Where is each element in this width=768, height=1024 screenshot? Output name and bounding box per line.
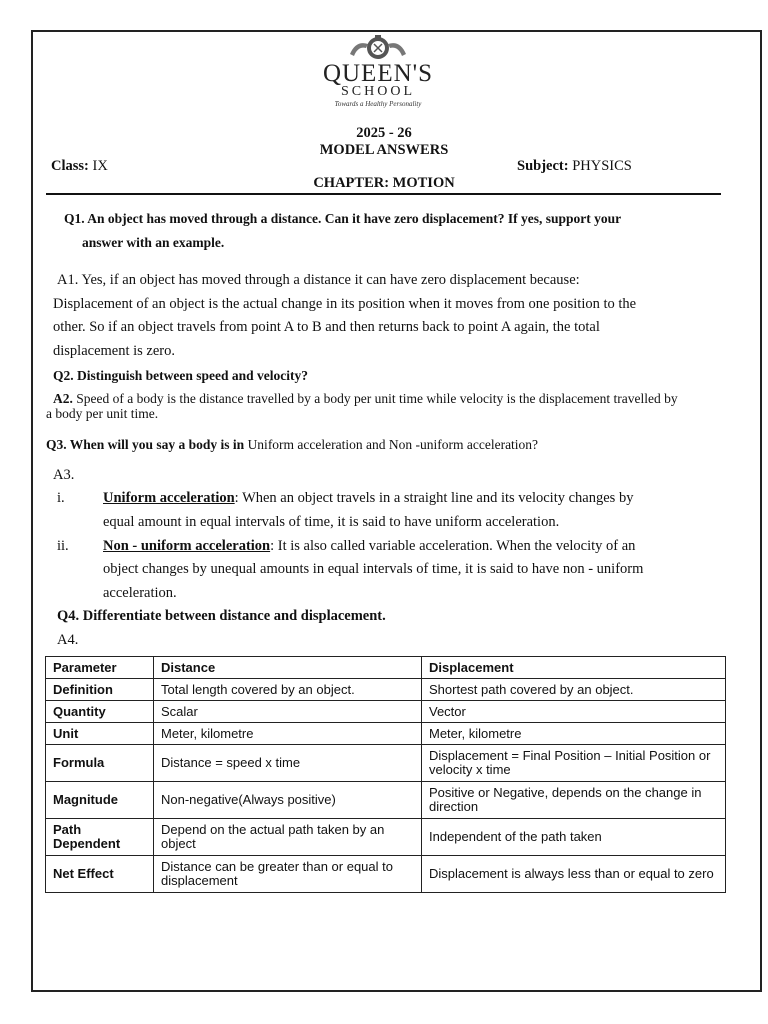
a2-text-2: a body per unit time.	[46, 406, 159, 421]
a4-label: A4.	[57, 632, 79, 648]
row-distance: Distance = speed x time	[154, 745, 422, 782]
table-header-row	[46, 657, 726, 679]
logo-name: QUEEN'S	[322, 60, 434, 87]
row-displacement: Shortest path covered by an object.	[422, 679, 726, 701]
a3-item1-term: Uniform acceleration	[103, 490, 235, 506]
class-info	[51, 158, 108, 175]
a3-item2-text-3: acceleration.	[103, 585, 177, 601]
header-parameter: Parameter	[46, 657, 154, 679]
a1-line1	[57, 269, 580, 293]
a3-item1-text-1: : When an object travels in a straight line and its velocity changes by	[234, 490, 634, 506]
subject-value: PHYSICS	[572, 158, 632, 174]
q3-question	[46, 437, 538, 453]
a1-text-2: Displacement of an object is the actual change in its position when it moves from one position to the	[53, 296, 637, 312]
row-parameter: Definition	[46, 679, 154, 701]
comparison-table	[45, 656, 726, 893]
a3-item1-marker: i.	[57, 490, 65, 506]
row-displacement: Vector	[422, 701, 726, 723]
header-divider	[46, 193, 721, 195]
q1-line1: Q1. An object has moved through a distance. Can it have zero displacement? If yes, support your	[64, 211, 622, 226]
row-displacement: Displacement = Final Position – Initial Position or velocity x time	[422, 745, 726, 782]
a1-text-1: Yes, if an object has moved through a distance it can have zero displacement because:	[81, 272, 580, 288]
q3-question-bold: Q3. When will you say a body is in	[46, 437, 245, 452]
table-row	[46, 701, 726, 723]
row-distance: Distance can be greater than or equal to displacement	[154, 856, 422, 893]
row-parameter: Unit	[46, 723, 154, 745]
chapter-title: CHAPTER: MOTION	[313, 175, 455, 191]
table-row	[46, 745, 726, 782]
class-label: Class:	[51, 158, 89, 174]
q4-question: Q4. Differentiate between distance and displacement.	[57, 608, 386, 624]
subject-label: Subject:	[517, 158, 569, 174]
row-displacement: Meter, kilometre	[422, 723, 726, 745]
class-value: IX	[92, 158, 108, 174]
a2-label: A2.	[53, 391, 73, 406]
row-distance: Depend on the actual path taken by an object	[154, 819, 422, 856]
row-distance: Scalar	[154, 701, 422, 723]
row-parameter: Formula	[46, 745, 154, 782]
row-displacement: Positive or Negative, depends on the change in direction	[422, 782, 726, 819]
subject-info	[517, 158, 632, 175]
a2-text-1: Speed of a body is the distance travelled by a body per unit time while velocity is the displacement travelled by	[76, 391, 678, 406]
a3-item2-text-1: : It is also called variable acceleration. When the velocity of an	[270, 538, 636, 554]
row-displacement: Independent of the path taken	[422, 819, 726, 856]
a3-item2-text-2: object changes by unequal amounts in equal intervals of time, it is said to have non - uniform	[103, 561, 644, 577]
school-logo	[318, 34, 438, 112]
row-displacement: Displacement is always less than or equal to zero	[422, 856, 726, 893]
row-parameter: Magnitude	[46, 782, 154, 819]
header-displacement: Displacement	[422, 657, 726, 679]
a3-item1-text-2: equal amount in equal intervals of time, it is said to have uniform acceleration.	[103, 514, 560, 530]
a1-text-4: displacement is zero.	[53, 343, 175, 359]
table-row	[46, 782, 726, 819]
row-distance: Total length covered by an object.	[154, 679, 422, 701]
a3-item1-line1	[103, 487, 633, 511]
q1-line2: answer with an example.	[82, 235, 225, 250]
a2-line1	[53, 391, 678, 406]
table-row	[46, 819, 726, 856]
a3-item2-marker: ii.	[57, 538, 69, 554]
row-parameter: Net Effect	[46, 856, 154, 893]
header-distance: Distance	[154, 657, 422, 679]
a1-text-3: other. So if an object travels from point A to B and then returns back to point A again, the total	[53, 319, 600, 335]
a1-label: A1.	[57, 272, 79, 288]
a3-item2-line1	[103, 535, 635, 559]
logo-tagline: Towards a Healthy Personality	[334, 100, 422, 108]
logo-school: SCHOOL	[340, 84, 415, 99]
row-parameter: Path Dependent	[46, 819, 154, 856]
q2-question: Q2. Distinguish between speed and velocity?	[53, 368, 309, 383]
a3-label: A3.	[53, 467, 75, 483]
a3-item2-term: Non - uniform acceleration	[103, 538, 271, 554]
row-distance: Meter, kilometre	[154, 723, 422, 745]
table-row	[46, 679, 726, 701]
table-row	[46, 856, 726, 893]
session-year: 2025 - 26	[356, 125, 412, 141]
row-parameter: Quantity	[46, 701, 154, 723]
q3-question-rest: Uniform acceleration and Non -uniform acceleration?	[247, 437, 539, 452]
document-title: MODEL ANSWERS	[319, 142, 449, 158]
row-distance: Non-negative(Always positive)	[154, 782, 422, 819]
table-row	[46, 723, 726, 745]
